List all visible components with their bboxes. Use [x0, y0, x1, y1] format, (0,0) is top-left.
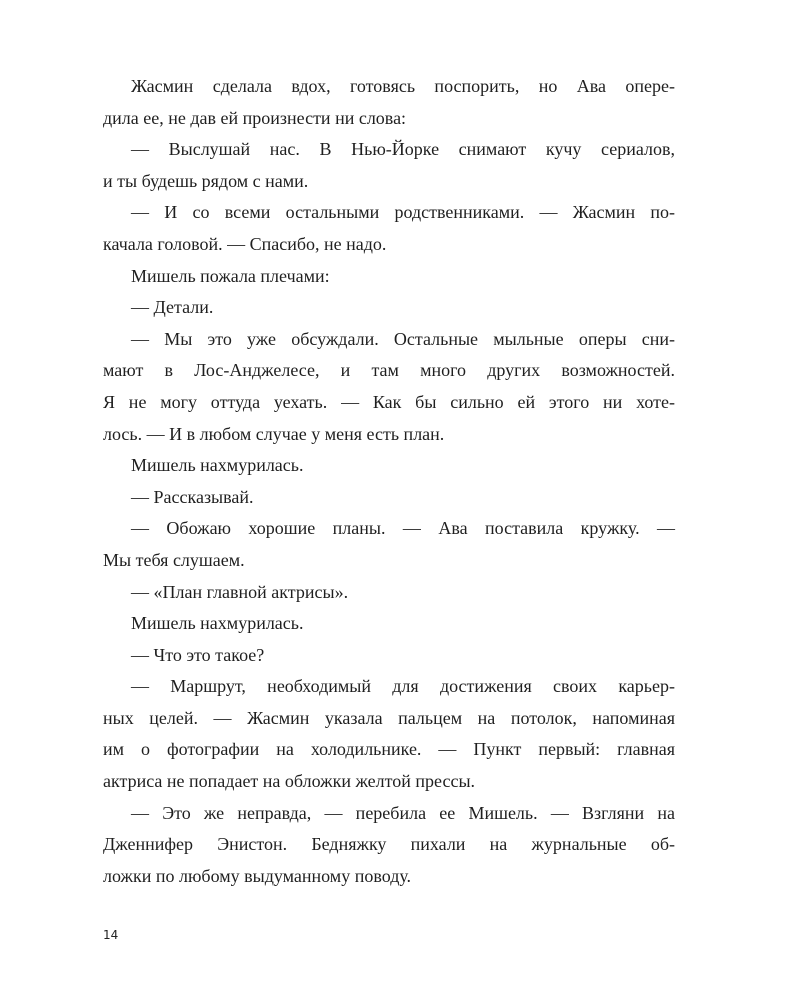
text-line: ложки по любому выдуманному поводу.	[103, 865, 412, 886]
text-line: Мишель нахмурилась.	[131, 455, 304, 476]
text-line: — Рассказывай.	[131, 486, 254, 507]
text-line: — Мы это уже обсуждали. Остальные мыльные оперы сни-	[131, 328, 675, 349]
text-line: — Это же неправда, — перебила ее Мишель. — Взгляни на	[131, 802, 675, 823]
text-line: качала головой. — Спасибо, не надо.	[103, 233, 387, 254]
text-line: Мишель пожала плечами:	[131, 265, 330, 286]
text-line: — Обожаю хорошие планы. — Ава поставила кружку. —	[131, 518, 675, 539]
text-line: — Что это такое?	[131, 644, 265, 665]
text-line: — Выслушай нас. В Нью-Йорке снимают кучу сериалов,	[131, 139, 675, 160]
text-line: — Маршрут, необходимый для достижения своих карьер-	[131, 676, 675, 697]
page-number: 14	[103, 928, 119, 942]
text-line: — Детали.	[131, 297, 214, 318]
text-line: мают в Лос-Анджелесе, и там много других возможностей.	[103, 360, 675, 381]
text-line: Мы тебя слушаем.	[103, 549, 245, 570]
text-line: им о фотографии на холодильнике. — Пункт первый: главная	[103, 739, 675, 760]
text-line: Мишель нахмурилась.	[131, 613, 304, 634]
text-line: дила ее, не дав ей произнести ни слова:	[103, 107, 407, 128]
text-line: Я не могу оттуда уехать. — Как бы сильно ей этого ни хоте-	[103, 391, 675, 412]
page-text	[103, 71, 675, 892]
text-line: актриса не попадает на обложки желтой прессы.	[103, 771, 476, 792]
text-line: — И со всеми остальными родственниками. — Жасмин по-	[131, 202, 675, 223]
text-line: Дженнифер Энистон. Бедняжку пихали на журнальные об-	[103, 834, 675, 855]
text-line: и ты будешь рядом с нами.	[103, 170, 309, 191]
text-line: — «План главной актрисы».	[131, 581, 349, 602]
text-line: лось. — И в любом случае у меня есть план.	[103, 423, 445, 444]
text-line: Жасмин сделала вдох, готовясь поспорить, но Ава опере-	[131, 76, 675, 96]
text-line: ных целей. — Жасмин указала пальцем на потолок, напоминая	[103, 707, 675, 728]
